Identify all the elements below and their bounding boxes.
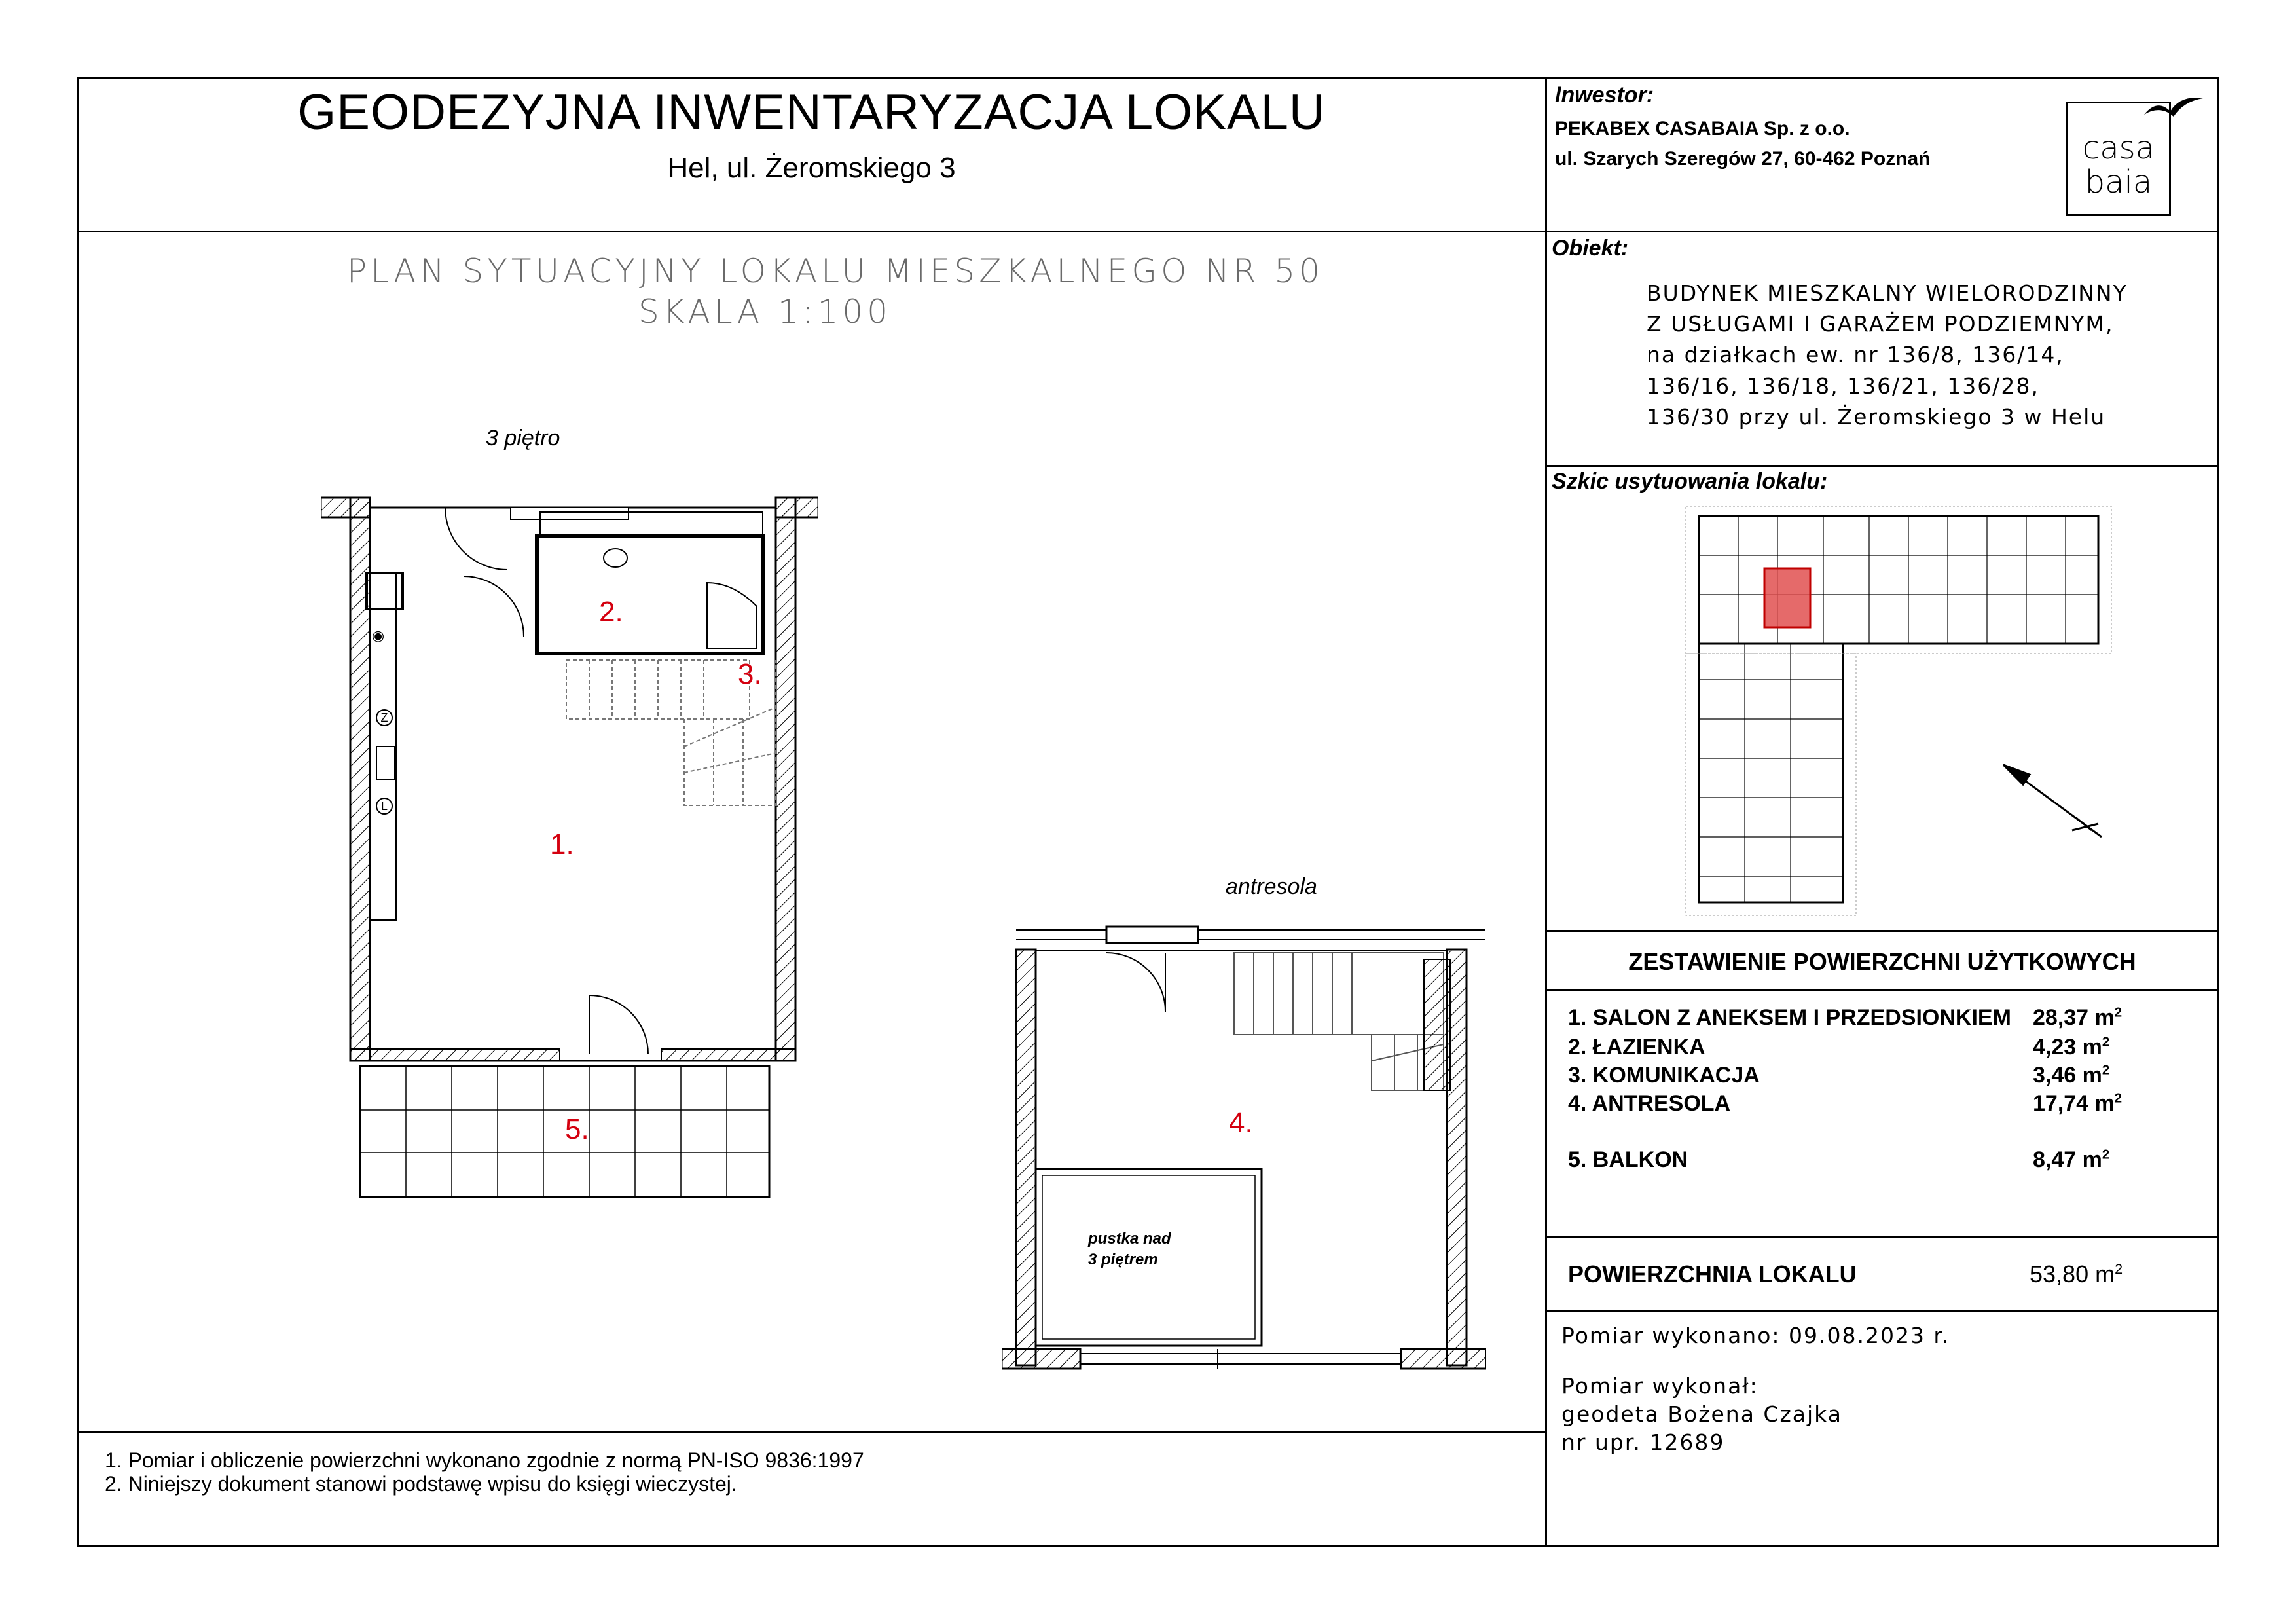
site-sketch bbox=[1673, 503, 2131, 922]
investor-company: PEKABEX CASABAIA Sp. z o.o. bbox=[1555, 118, 1850, 139]
total-area-value bbox=[2030, 1261, 2123, 1288]
mezzanine-label: antresola bbox=[1226, 874, 1317, 899]
object-line-2: Z USŁUGAMI I GARAŻEM PODZIEMNYM, bbox=[1647, 311, 2114, 337]
flat-highlight bbox=[1764, 568, 1810, 627]
fridge-icon: Z bbox=[376, 709, 393, 726]
note-1: 1. Pomiar i obliczenie powierzchni wykonano zgodnie z normą PN-ISO 9836:1997 bbox=[105, 1449, 864, 1472]
void-label-2: 3 piętrem bbox=[1088, 1251, 1158, 1268]
area-row-5-number: 8,47 bbox=[2033, 1147, 2077, 1172]
void-label-1: pustka nad bbox=[1088, 1230, 1171, 1247]
document-title: GEODEZYJNA INWENTARYZACJA LOKALU bbox=[297, 84, 1326, 140]
logo-text-casa: casa bbox=[2082, 130, 2155, 166]
hob-icon: ◉ bbox=[372, 627, 385, 644]
area-unit: m bbox=[2094, 1005, 2115, 1030]
floor-label: 3 piętro bbox=[486, 426, 560, 451]
object-label: Obiekt: bbox=[1552, 236, 1629, 261]
object-line-1: BUDYNEK MIESZKALNY WIELORODZINNY bbox=[1647, 280, 2128, 306]
washer-icon: L bbox=[376, 798, 393, 815]
object-line-3: na działkach ew. nr 136/8, 136/14, bbox=[1647, 342, 2064, 367]
room-label-1: 1. bbox=[550, 828, 574, 860]
area-row-3-number: 3,46 bbox=[2033, 1063, 2077, 1088]
object-line-4: 136/16, 136/18, 136/21, 136/28, bbox=[1647, 373, 2039, 399]
total-bottom-divider bbox=[1545, 1310, 2219, 1312]
area-unit: m bbox=[2082, 1063, 2102, 1088]
area-row-2-name: 2. ŁAZIENKA bbox=[1568, 1035, 1705, 1060]
investor-street: ul. Szarych Szeregów 27, 60-462 Poznań bbox=[1555, 148, 1931, 170]
seagull-icon bbox=[2141, 92, 2206, 124]
plan-scale: SKALA 1:100 bbox=[638, 293, 892, 331]
surveyor-name: geodeta Bożena Czajka bbox=[1561, 1401, 1842, 1427]
object-line-5: 136/30 przy ul. Żeromskiego 3 w Helu bbox=[1647, 404, 2106, 430]
notes-divider bbox=[77, 1431, 1546, 1433]
area-row-4-value bbox=[2033, 1091, 2122, 1116]
surveyor-licence: nr upr. 12689 bbox=[1561, 1430, 1725, 1455]
room-label-4: 4. bbox=[1229, 1107, 1253, 1139]
area-unit: m bbox=[2095, 1261, 2115, 1287]
room-label-2: 2. bbox=[599, 596, 623, 628]
area-unit-exp: 2 bbox=[2102, 1035, 2110, 1050]
total-top-divider bbox=[1545, 1236, 2219, 1238]
plan-title: PLAN SYTUACYJNY LOKALU MIESZKALNEGO NR 50 bbox=[347, 252, 1324, 290]
area-unit-exp: 2 bbox=[2102, 1147, 2110, 1162]
area-row-5-name: 5. BALKON bbox=[1568, 1147, 1688, 1172]
areas-heading: ZESTAWIENIE POWIERZCHNI UŻYTKOWYCH bbox=[1628, 948, 2136, 975]
area-unit-exp: 2 bbox=[2115, 1261, 2123, 1277]
area-row-2-number: 4,23 bbox=[2033, 1035, 2077, 1060]
area-unit-exp: 2 bbox=[2114, 1005, 2123, 1020]
document-address: Hel, ul. Żeromskiego 3 bbox=[667, 152, 956, 184]
area-row-4-number: 17,74 bbox=[2033, 1091, 2089, 1116]
area-row-1-number: 28,37 bbox=[2033, 1005, 2089, 1030]
object-divider bbox=[1545, 465, 2219, 467]
area-row-5-value bbox=[2033, 1147, 2109, 1173]
sketch-label: Szkic usytuowania lokalu: bbox=[1552, 469, 1828, 494]
room-label-5: 5. bbox=[565, 1113, 589, 1145]
area-row-1-name: 1. SALON Z ANEKSEM I PRZEDSIONKIEM bbox=[1568, 1005, 2011, 1030]
logo-text-baia: baia bbox=[2085, 164, 2153, 200]
area-unit: m bbox=[2082, 1035, 2102, 1060]
area-unit-exp: 2 bbox=[2102, 1063, 2110, 1078]
area-unit: m bbox=[2094, 1091, 2115, 1116]
area-unit: m bbox=[2082, 1147, 2102, 1172]
vertical-divider bbox=[1545, 77, 1547, 1547]
mezzanine-plan bbox=[1002, 920, 1486, 1372]
total-area-label: POWIERZCHNIA LOKALU bbox=[1568, 1261, 1857, 1287]
area-unit-exp: 2 bbox=[2114, 1091, 2123, 1106]
area-row-3-value bbox=[2033, 1063, 2109, 1088]
survey-date: Pomiar wykonano: 09.08.2023 r. bbox=[1561, 1323, 1950, 1348]
area-row-1-value bbox=[2033, 1005, 2122, 1031]
header-divider bbox=[77, 231, 2219, 232]
area-row-3-name: 3. KOMUNIKACJA bbox=[1568, 1063, 1760, 1088]
sketch-divider bbox=[1545, 930, 2219, 932]
total-area-number: 53,80 bbox=[2030, 1261, 2089, 1287]
area-row-4-name: 4. ANTRESOLA bbox=[1568, 1091, 1731, 1116]
room-label-3: 3. bbox=[738, 658, 762, 690]
note-2: 2. Niniejszy dokument stanowi podstawę wpisu do księgi wieczystej. bbox=[105, 1472, 737, 1496]
investor-label: Inwestor: bbox=[1555, 83, 1654, 107]
survey-by-label: Pomiar wykonał: bbox=[1561, 1373, 1758, 1399]
area-row-2-value bbox=[2033, 1035, 2109, 1060]
areas-heading-divider bbox=[1545, 989, 2219, 991]
